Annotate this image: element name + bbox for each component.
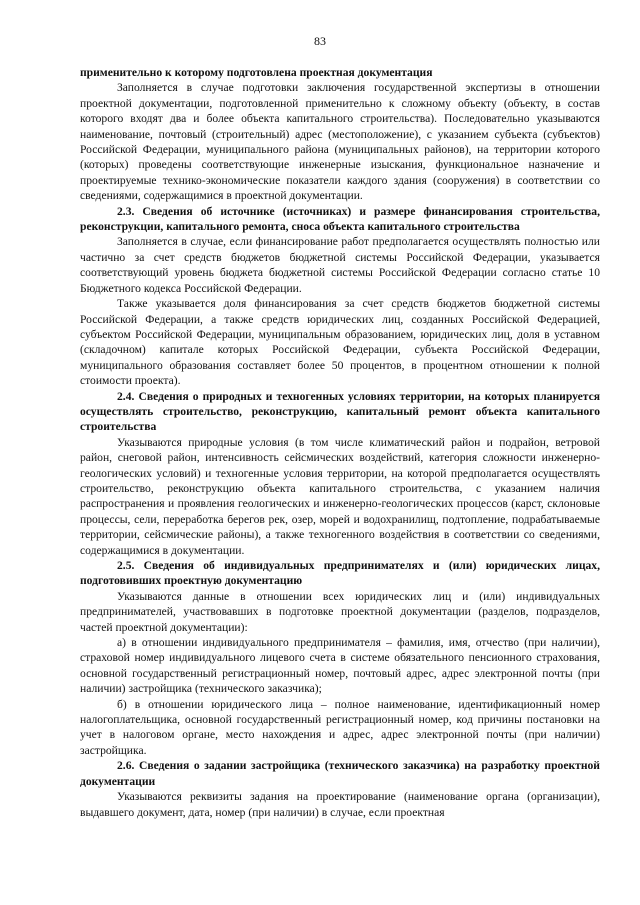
- heading-2-6: 2.6. Сведения о задании застройщика (технического заказчика) на разработку проектной документации: [80, 759, 600, 788]
- heading-2-3: 2.3. Сведения об источнике (источниках) и размере финансирования строительства, реконструкции, капитального ремонта, сноса объекта капитального строительства: [80, 204, 600, 234]
- paragraph-financing-share: Также указывается доля финансирования за счет средств бюджетов бюджетной системы Российской Федерации, а также средств юридических лиц, созданных Российской Федерацией, субъектом Российской Федерации, муниципальным образованием, юридических лиц, доля в уставном (складочном) капитале которых Российской Федерации, субъекта Российской Федерации, муниципального образования составляет более 50 процентов, в процентном отношении к полной стоимости проекта).: [80, 297, 600, 388]
- paragraph-design-assignment: Указываются реквизиты задания на проектирование (наименование органа (организации), выдавшего документ, дата, номер (при наличии) в случае, если проектная: [80, 790, 600, 819]
- paragraph-financing-budget: Заполняется в случае, если финансирование работ предполагается осуществлять полностью или частично за счет средств бюджетов бюджетной системы Российской Федерации, указывается соответствующий уровень бюджета бюджетной системы Российской Федерации согласно статье 10 Бюджетного кодекса Российской Федерации.: [80, 235, 600, 295]
- heading-2-4: 2.4. Сведения о природных и техногенных условиях территории, на которых планируется осуществлять строительство, реконструкцию, капитальный ремонт объекта капитального строительства: [80, 389, 600, 434]
- section-continuation-heading: применительно к которому подготовлена проектная документация: [80, 66, 433, 79]
- paragraph-designers: Указываются данные в отношении всех юридических лиц и (или) индивидуальных предпринимателей, участвовавших в подготовке проектной документации (разделов, подразделов, частей проектной документации):: [80, 589, 600, 634]
- paragraph-natural-conditions: Указываются природные условия (в том числе климатический район и подрайон, ветровой район, снеговой район, интенсивность сейсмических воздействий, категория сложности инженерно-геологических условий) и техногенные условия территории, на которой предполагается осуществлять строительство, реконструкцию объекта капитального строительства, с указанием наличия распространения и проявления геологических и инженерно-геологических процессов (карст, склоновые процессы, сели, переработка берегов рек, озер, морей и водохранилищ, подтопление, подрабатываемые территории, сейсмические районы), а также техногенного воздействия в соответствии со сведениями, содержащимися в документации.: [80, 435, 600, 557]
- document-body: [80, 65, 600, 820]
- paragraph-complex-object: Заполняется в случае подготовки заключения государственной экспертизы в отношении проектной документации, подготовленной применительно к сложному объекту (объекту, в состав которого входят два и более объекта капитального строительства). Последовательно указываются наименование, почтовый (строительный) адрес (местоположение), с указанием субъекта (субъектов) Российской Федерации, муниципального района (муниципальных районов), на территории которого (которых) проведены соответствующие инженерные изыскания, функциональное назначение и проектируемые технико-экономические показатели каждого здания (сооружения) в соответствии со сведениями, содержащимися в проектной документации.: [80, 81, 600, 203]
- paragraph-legal-entity: б) в отношении юридического лица – полное наименование, идентификационный номер налогоплательщика, основной государственный регистрационный номер, код причины постановки на учет в налоговом органе, место нахождения и адрес, адрес электронной почты (при наличии) застройщика.: [80, 697, 600, 757]
- heading-2-5: 2.5. Сведения об индивидуальных предпринимателях и (или) юридических лицах, подготовивших проектную документацию: [80, 559, 600, 588]
- paragraph-individual-entrepreneur: а) в отношении индивидуального предпринимателя – фамилия, имя, отчество (при наличии), страховой номер индивидуального лицевого счета в системе обязательного пенсионного страхования, основной государственный регистрационный номер, почтовый адрес, адрес электронной почты (при наличии) застройщика (технического заказчика);: [80, 636, 600, 696]
- page-number: 83: [314, 34, 326, 48]
